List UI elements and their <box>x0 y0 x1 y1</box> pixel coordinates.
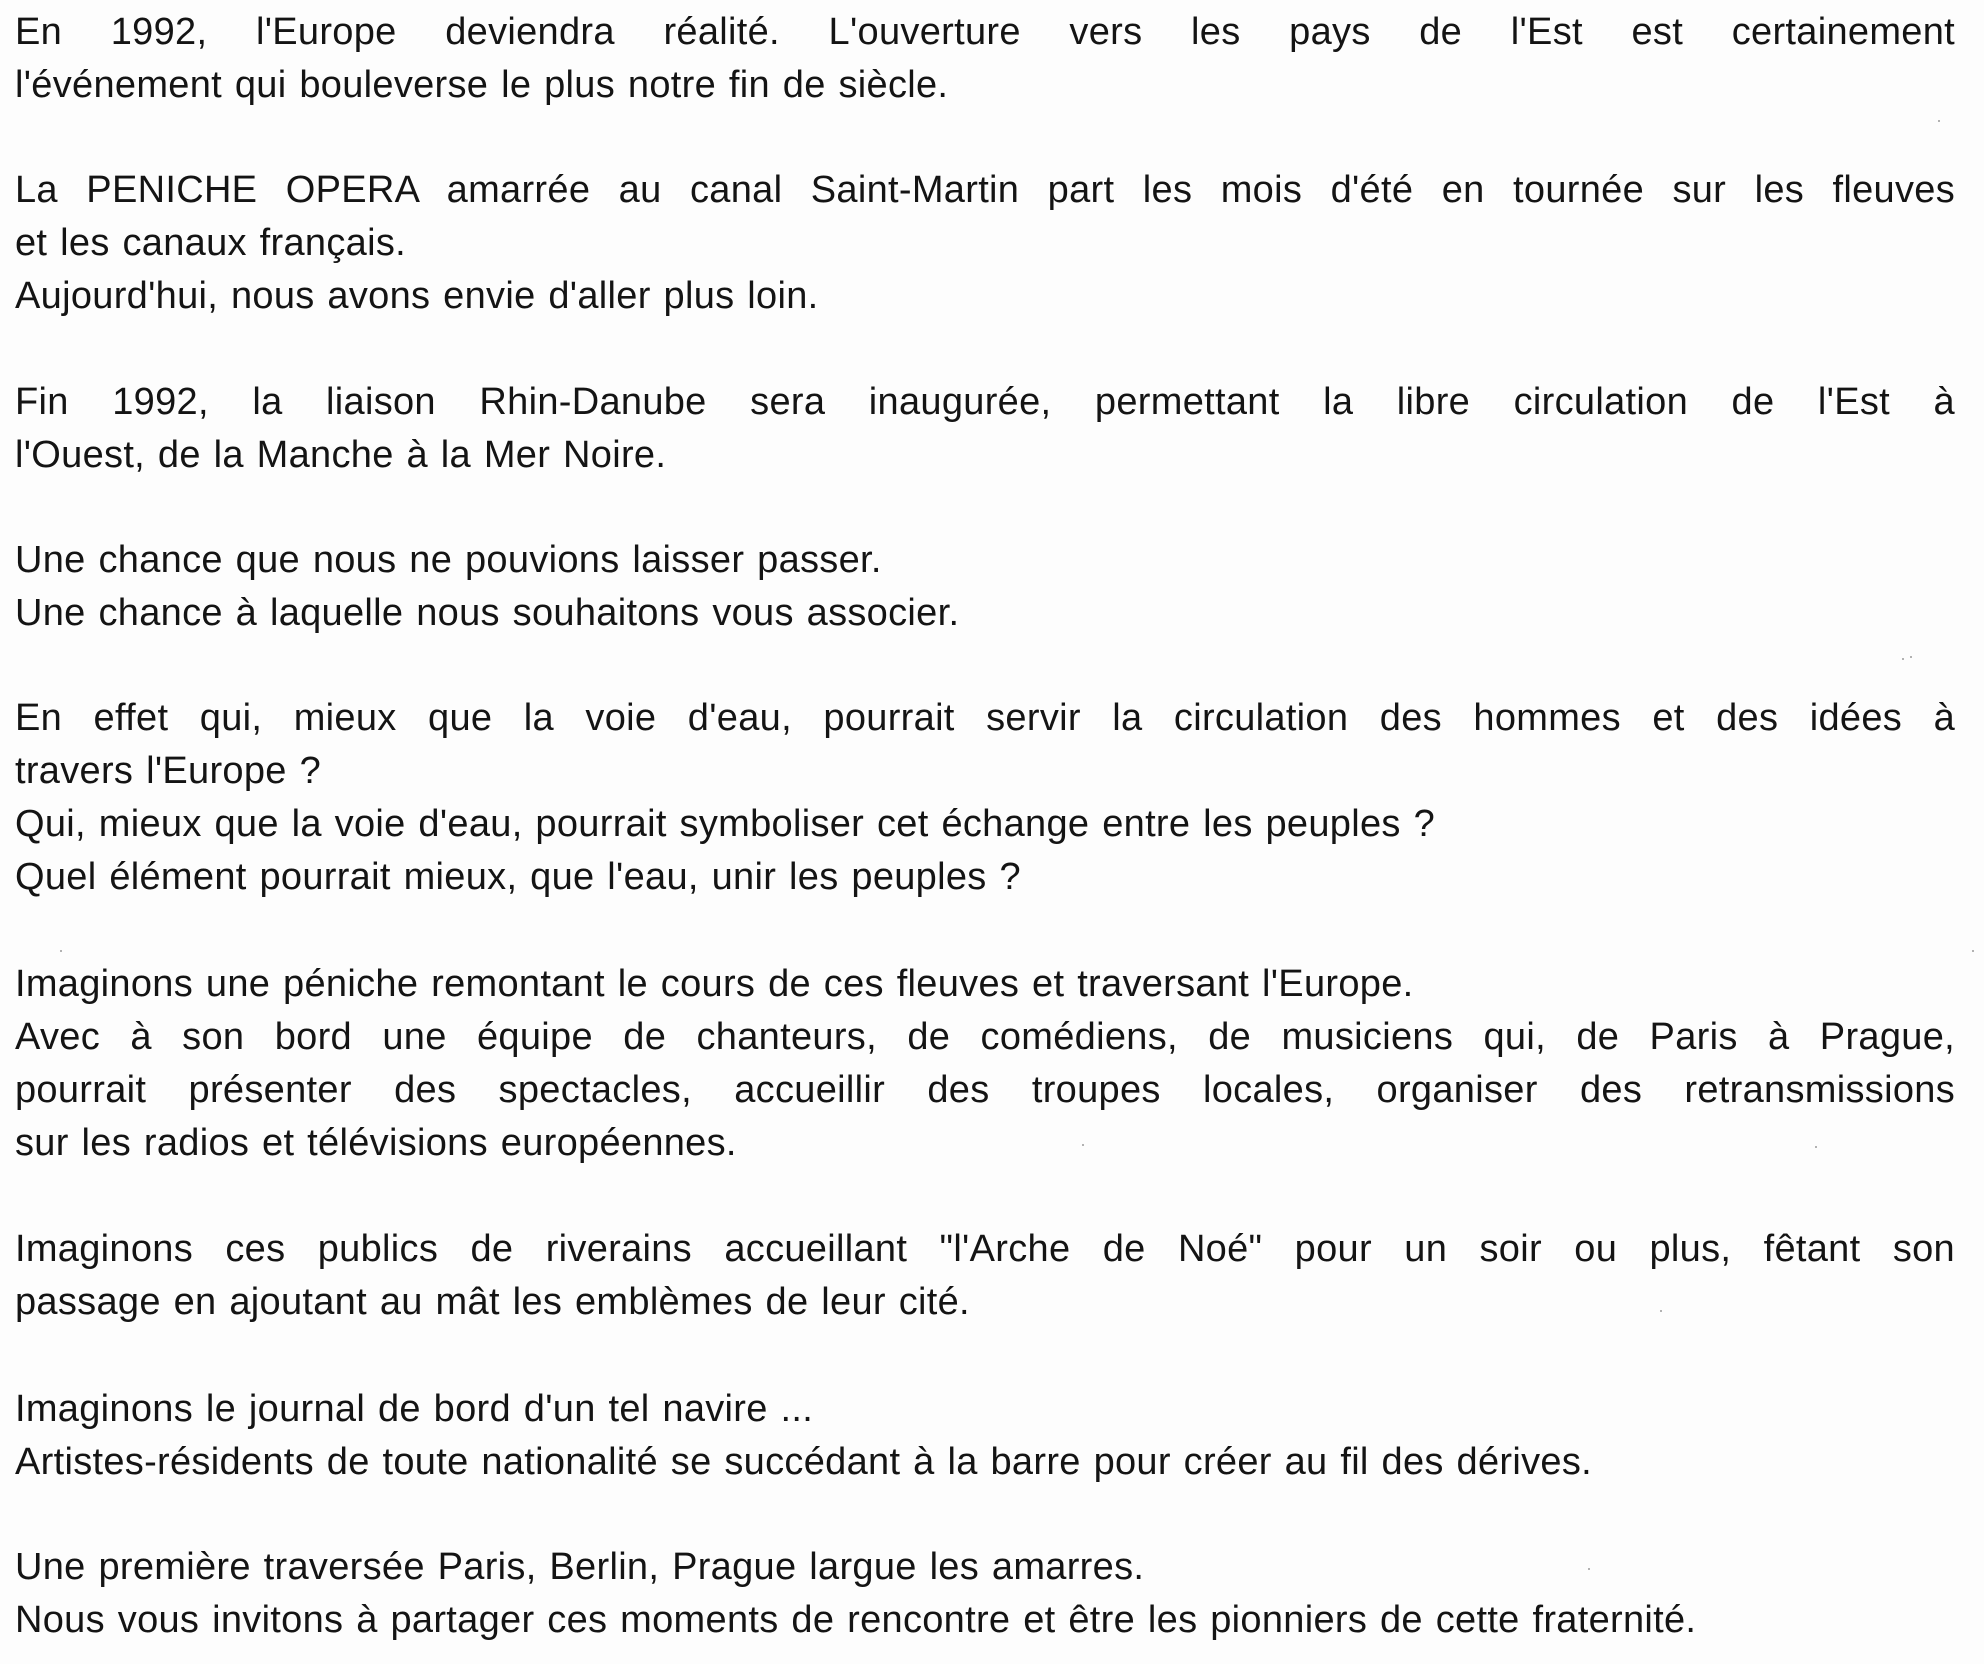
scan-speck <box>1938 120 1940 122</box>
text-line: pourrait présenter des spectacles, accueillir des troupes locales, organiser des retransmissions <box>15 1069 1955 1111</box>
text-line: La PENICHE OPERA amarrée au canal Saint-Martin part les mois d'été en tournée sur les fleuves <box>15 169 1955 211</box>
text-line: l'Ouest, de la Manche à la Mer Noire. <box>15 434 667 476</box>
text-line: Imaginons une péniche remontant le cours de ces fleuves et traversant l'Europe. <box>15 963 1414 1005</box>
paragraph-journal-de-bord <box>15 1383 1955 1489</box>
text-line: Une chance que nous ne pouvions laisser passer. <box>15 539 882 581</box>
scan-speck <box>1588 1568 1590 1570</box>
text-line: Imaginons ces publics de riverains accueillant "l'Arche de Noé" pour un soir ou plus, fêtant son <box>15 1228 1955 1270</box>
text-line: Une chance à laquelle nous souhaitons vous associer. <box>15 592 960 634</box>
text-line: Avec à son bord une équipe de chanteurs, de comédiens, de musiciens qui, de Paris à Prague, <box>15 1016 1955 1058</box>
text-line: et les canaux français. <box>15 222 406 264</box>
scan-speck <box>1660 1310 1662 1312</box>
paragraph-voie-d-eau <box>15 692 1955 904</box>
text-line: En 1992, l'Europe deviendra réalité. L'ouverture vers les pays de l'Est est certainement <box>15 11 1955 53</box>
paragraph-rhin-danube <box>15 376 1955 482</box>
paragraph-imaginons-peniche <box>15 958 1955 1170</box>
scan-speck <box>1910 656 1912 658</box>
paragraph-peniche-opera <box>15 164 1955 323</box>
text-line: sur les radios et télévisions européennes. <box>15 1122 737 1164</box>
scan-speck <box>1082 1144 1084 1146</box>
scan-speck <box>1815 1146 1817 1148</box>
text-line: l'événement qui bouleverse le plus notre fin de siècle. <box>15 64 949 106</box>
text-line: Qui, mieux que la voie d'eau, pourrait symboliser cet échange entre les peuples ? <box>15 803 1436 845</box>
text-line: Quel élément pourrait mieux, que l'eau, unir les peuples ? <box>15 856 1021 898</box>
text-line: passage en ajoutant au mât les emblèmes de leur cité. <box>15 1281 970 1323</box>
text-line: Une première traversée Paris, Berlin, Prague largue les amarres. <box>15 1546 1145 1588</box>
text-line: Artistes-résidents de toute nationalité se succédant à la barre pour créer au fil des dérives. <box>15 1441 1593 1483</box>
paragraph-europe-1992 <box>15 6 1955 112</box>
paragraph-une-chance <box>15 534 1955 640</box>
scan-speck <box>1972 950 1974 952</box>
scan-speck <box>1902 658 1904 660</box>
text-line: Nous vous invitons à partager ces moments de rencontre et être les pionniers de cette fraternité. <box>15 1599 1697 1641</box>
paragraph-imaginons-publics <box>15 1223 1955 1329</box>
text-line: Fin 1992, la liaison Rhin-Danube sera inaugurée, permettant la libre circulation de l'Est à <box>15 381 1955 423</box>
text-line: travers l'Europe ? <box>15 750 322 792</box>
text-line: Imaginons le journal de bord d'un tel navire ... <box>15 1388 814 1430</box>
paragraph-premiere-traversee <box>15 1541 1955 1647</box>
text-line: Aujourd'hui, nous avons envie d'aller plus loin. <box>15 275 819 317</box>
scan-speck <box>60 950 62 952</box>
text-line: En effet qui, mieux que la voie d'eau, pourrait servir la circulation des hommes et des idées à <box>15 697 1955 739</box>
